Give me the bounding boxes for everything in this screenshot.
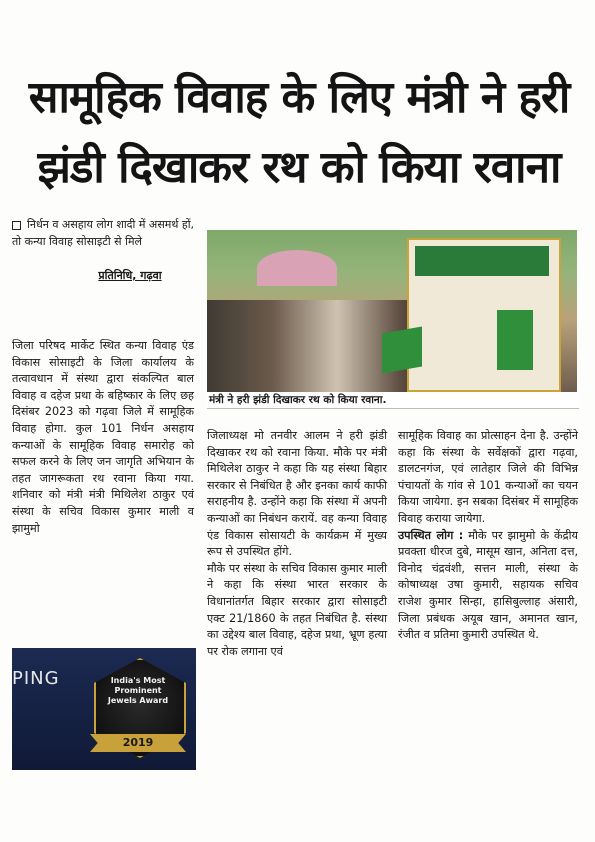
award-year: 2019: [122, 736, 154, 749]
article-column-1: [12, 338, 194, 537]
attendees-text: मौके पर झामुमो के केंद्रीय प्रवक्ता धीरज दुबे, मासूम खान, अनिता दत्त, विनोद चंद्रवंशी, सत्तन माली, संस्था के कोषाध्यक्ष उषा कुमारी, सहायक सचिव राजेश कुमार सिन्हा, हासिबुल्लाह अंसारी, जिला प्रबंधक अयूब खान, अमानत खान, रंजीत व प्रतिमा कुमारी उपस्थित थे.: [398, 528, 578, 642]
byline: प्रतिनिधि, गढ़वा: [98, 269, 162, 282]
article-column-2: [207, 428, 387, 660]
ad-text: PING: [12, 668, 60, 689]
award-line-3: Jewels Award: [107, 696, 169, 705]
column-2-paragraph-2: मौके पर संस्था के सचिव विकास कुमार माली ने कहा कि संस्था भारत सरकार के विधानांतर्गत बिहार सरकार द्वारा सोसाइटी एक्ट 21/1860 के तहत निबंधित है. संस्था का उद्देश्य बाल विवाह, दहेज प्रथा, भ्रूण हत्या पर रोक लगाना एवं: [207, 561, 387, 658]
column-3-paragraph-1: सामूहिक विवाह का प्रोत्साहन देना है. उन्होंने कहा कि संस्था के सर्वेक्षकों द्वारा गढ़वा, डालटनगंज, एवं लातेहार जिले की विभिन्न पंचायतों के गांव से 101 कन्याओं का चयन किया जायेगा. इन सबका दिसंबर में सामूहिक विवाह कराया जायेगा.: [398, 429, 578, 525]
highlight-bullet: [12, 216, 202, 250]
award-line-1: India's Most: [110, 676, 166, 685]
column-2-paragraph-1: जिलाध्यक्ष मो तनवीर आलम ने हरी झंडी दिखाकर रथ को रवाना किया. मौके पर मंत्री मिथिलेश ठाकुर ने कहा कि यह संस्था बिहार सरकार से निबंधित है और इनका कार्य काफी सराहनीय है. उन्होंने कहा कि संस्था में अपनी कन्याओं का निबंधन करायें. वह कन्या विवाह एंड विकास सोसायटी के कार्यक्रम में मुख्य रूप से उपस्थित होंगे.: [207, 429, 387, 559]
headline-line-2: झंडी दिखाकर रथ को किया रवाना: [37, 142, 561, 193]
square-bullet-icon: [12, 221, 21, 230]
green-flag-shape-2: [497, 310, 533, 370]
umbrella-shape: [257, 250, 337, 286]
advertisement: [12, 648, 196, 770]
attendees-subhead: उपस्थित लोग :: [398, 528, 464, 542]
column-3-paragraph-2: [398, 528, 578, 644]
photo-caption: मंत्री ने हरी झंडी दिखाकर रथ को किया रवाना.: [207, 392, 579, 409]
column-1-text: जिला परिषद मार्केट स्थित कन्या विवाह एंड विकास सोसाइटी के जिला कार्यालय के तत्वावधान में संस्था द्वारा संकल्पित बाल विवाह व दहेज प्रथा के बहिष्कार के लिए छह दिसंबर 2023 को गढ़वा जिले में सामूहिक विवाह होगा. कुल 101 निर्धन असहाय कन्याओं के सामूहिक विवाह समारोह को सफल करने के लिए जन जागृति अभियान के तहत जागरूकता रथ रवाना किया गया. शनिवार को मंत्री मंत्री मिथिलेश ठाकुर एवं संस्था के सचिव विकास कुमार माली व झामुमो: [12, 339, 194, 535]
award-line-2: Prominent: [114, 686, 162, 695]
award-text: [98, 676, 178, 706]
truck-banner-shape: [415, 246, 549, 276]
news-photo: [207, 230, 577, 392]
bullet-text: निर्धन व असहाय लोग शादी में असमर्थ हों, तो कन्या विवाह सोसाइटी से मिले: [12, 218, 195, 248]
headline-line-1: सामूहिक विवाह के लिए मंत्री ने हरी: [28, 72, 570, 123]
truck-shape: [407, 238, 561, 392]
article-column-3: [398, 428, 578, 644]
green-flag-shape: [382, 326, 422, 373]
